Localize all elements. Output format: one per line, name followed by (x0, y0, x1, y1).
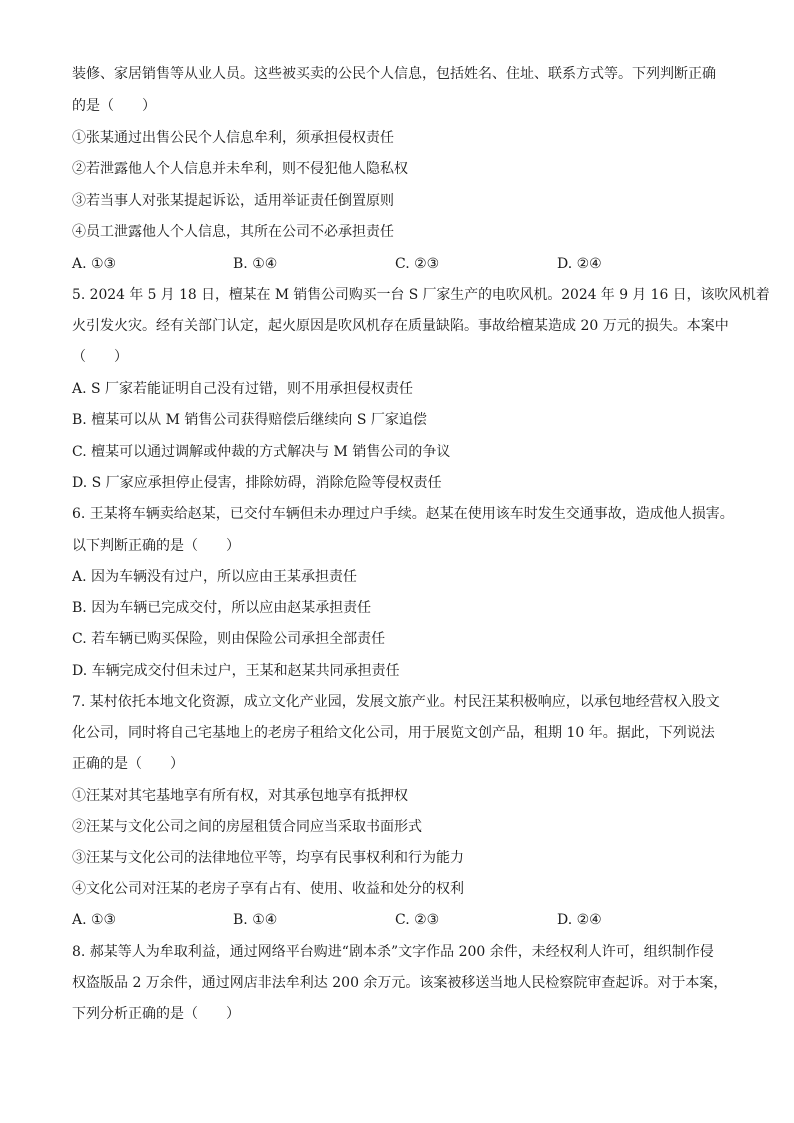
q5-stem-line-2: 火引发火灾。经有关部门认定，起火原因是吹风机存在质量缺陷。事故给檀某造成 20 万元的损失。本案中 (72, 318, 729, 334)
q5-stem-line-1: 5. 2024 年 5 月 18 日，檀某在 M 销售公司购买一台 S 厂家生产的电吹风机。2024 年 9 月 16 日，该吹风机着 (72, 287, 770, 303)
q5-option-c: C. 檀某可以通过调解或仲裁的方式解决与 M 销售公司的争议 (72, 444, 451, 460)
q4-option-d: D. ②④ (557, 256, 602, 272)
q4-statement-4: ④员工泄露他人个人信息，其所在公司不必承担责任 (72, 224, 394, 240)
q4-option-a: A. ①③ (72, 256, 117, 272)
q4-stem-line-1: 装修、家居销售等从业人员。这些被买卖的公民个人信息，包括姓名、住址、联系方式等。下列判断正确 (72, 66, 716, 82)
q4-statement-2: ②若泄露他人个人信息并未牟利，则不侵犯他人隐私权 (72, 161, 408, 177)
q6-option-b: B. 因为车辆已完成交付，所以应由赵某承担责任 (72, 600, 372, 616)
q6-stem-line-1: 6. 王某将车辆卖给赵某，已交付车辆但未办理过户手续。赵某在使用该车时发生交通事故，造成他人损害。 (72, 506, 734, 522)
q4-statement-1: ①张某通过出售公民个人信息牟利，须承担侵权责任 (72, 130, 394, 146)
q7-statement-4: ④文化公司对汪某的老房子享有占有、使用、收益和处分的权利 (72, 881, 464, 897)
q5-option-b: B. 檀某可以从 M 销售公司获得赔偿后继续向 S 厂家追偿 (72, 412, 427, 428)
q8-stem-line-1: 8. 郝某等人为牟取利益，通过网络平台购进“剧本杀”文字作品 200 余件，未经权利人许可，组织制作侵 (72, 944, 714, 960)
q4-stem-line-2: 的是（ ） (72, 98, 156, 114)
q7-stem-line-2: 化公司，同时将自己宅基地上的老房子租给文化公司，用于展览文创产品，租期 10 年。据此，下列说法 (72, 725, 715, 741)
q4-option-c: C. ②③ (395, 256, 440, 272)
q6-stem-line-2: 以下判断正确的是（ ） (72, 538, 240, 554)
q7-statement-1: ①汪某对其宅基地享有所有权，对其承包地享有抵押权 (72, 788, 408, 804)
q7-option-c: C. ②③ (395, 912, 440, 928)
q7-statement-3: ③汪某与文化公司的法律地位平等，均享有民事权利和行为能力 (72, 850, 464, 866)
q8-stem-line-2: 权盗版品 2 万余件，通过网店非法牟利达 200 余万元。该案被移送当地人民检察院审查起诉。对于本案， (72, 975, 728, 991)
q7-statement-2: ②汪某与文化公司之间的房屋租赁合同应当采取书面形式 (72, 819, 422, 835)
q7-stem-line-1: 7. 某村依托本地文化资源，成立文化产业园，发展文旅产业。村民汪某积极响应，以承包地经营权入股文 (72, 694, 720, 710)
q5-option-a: A. S 厂家若能证明自己没有过错，则不用承担侵权责任 (72, 381, 414, 397)
q8-stem-line-3: 下列分析正确的是（ ） (72, 1006, 240, 1022)
q4-statement-3: ③若当事人对张某提起诉讼，适用举证责任倒置原则 (72, 193, 394, 209)
q5-option-d: D. S 厂家应承担停止侵害，排除妨碍，消除危险等侵权责任 (72, 475, 442, 491)
q6-option-c: C. 若车辆已购买保险，则由保险公司承担全部责任 (72, 631, 386, 647)
q7-option-d: D. ②④ (557, 912, 602, 928)
q6-option-a: A. 因为车辆没有过户，所以应由王某承担责任 (72, 569, 358, 585)
q5-stem-line-3: （ ） (72, 349, 128, 365)
q7-option-b: B. ①④ (233, 912, 278, 928)
q7-option-a: A. ①③ (72, 912, 117, 928)
q7-stem-line-3: 正确的是（ ） (72, 756, 184, 772)
q6-option-d: D. 车辆完成交付但未过户，王某和赵某共同承担责任 (72, 663, 400, 679)
q4-option-b: B. ①④ (233, 256, 278, 272)
